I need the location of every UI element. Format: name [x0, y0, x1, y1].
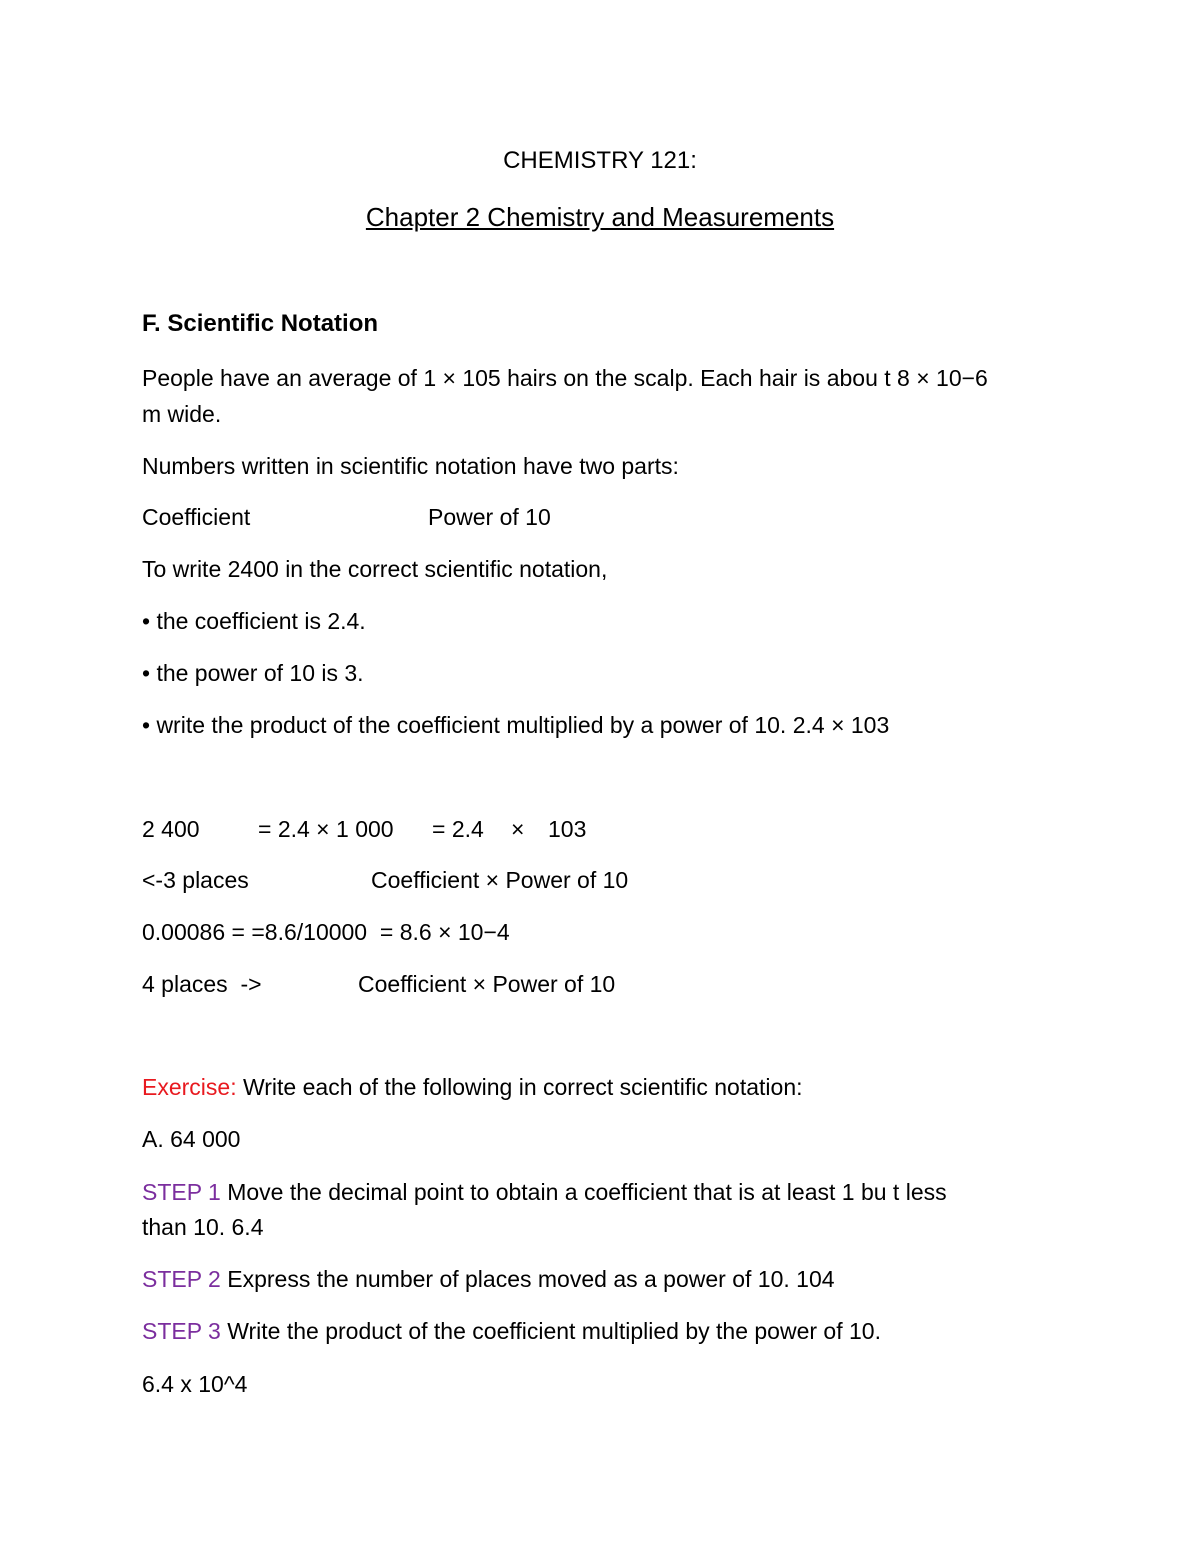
section-heading: F. Scientific Notation [142, 310, 379, 337]
exercise-item-a: A. 64 000 [142, 1126, 241, 1152]
course-title: CHEMISTRY 121: [503, 147, 697, 174]
two-parts-text: Numbers written in scientific notation have two parts: [142, 453, 679, 479]
step3-line [142, 1315, 881, 1347]
example-row2-places: <-3 places [142, 867, 249, 893]
exercise-label: Exercise: [142, 1074, 237, 1100]
coefficient-label: Coefficient [142, 504, 251, 530]
exercise-prompt: Write each of the following in correct scientific notation: [236, 1074, 803, 1100]
bullet-product: • write the product of the coefficient multiplied by a power of 10. 2.4 × 103 [142, 712, 890, 738]
step1-label: STEP 1 [142, 1179, 221, 1205]
example-row4-label: Coefficient × Power of 10 [358, 971, 616, 997]
example-row1-times: × [511, 816, 525, 842]
power-label: Power of 10 [428, 504, 551, 530]
step1-line-2: than 10. 6.4 [142, 1214, 264, 1240]
step2-label: STEP 2 [142, 1266, 221, 1292]
example-row2-label: Coefficient × Power of 10 [371, 867, 629, 893]
chapter-title: Chapter 2 Chemistry and Measurements [365, 202, 835, 232]
bullet-power: • the power of 10 is 3. [142, 660, 364, 686]
example-row4-places: 4 places -> [142, 971, 262, 997]
step2-text: Express the number of places moved as a power of 10. 104 [220, 1266, 835, 1292]
intro-line-2: m wide. [142, 401, 222, 427]
example-row1-number: 2 400 [142, 816, 200, 842]
write-2400-text: To write 2400 in the correct scientific notation, [142, 556, 608, 582]
step3-label: STEP 3 [142, 1318, 221, 1344]
intro-line-1: People have an average of 1 × 105 hairs on the scalp. Each hair is abou t 8 × 10−6 [142, 365, 988, 391]
example-row1-power: 103 [548, 816, 587, 842]
exercise-answer: 6.4 x 10^4 [142, 1371, 248, 1397]
exercise-line [142, 1071, 803, 1103]
step1-line [142, 1176, 947, 1208]
step2-line [142, 1263, 835, 1295]
step3-text: Write the product of the coefficient multiplied by the power of 10. [220, 1318, 881, 1344]
bullet-coefficient: • the coefficient is 2.4. [142, 608, 366, 634]
example-row1-expansion: = 2.4 × 1 000 [258, 816, 394, 842]
step1-text: Move the decimal point to obtain a coefficient that is at least 1 bu t less [220, 1179, 947, 1205]
example-row3-decimal: 0.00086 = =8.6/10000 = 8.6 × 10−4 [142, 919, 510, 945]
example-row1-coefficient: = 2.4 [432, 816, 484, 842]
